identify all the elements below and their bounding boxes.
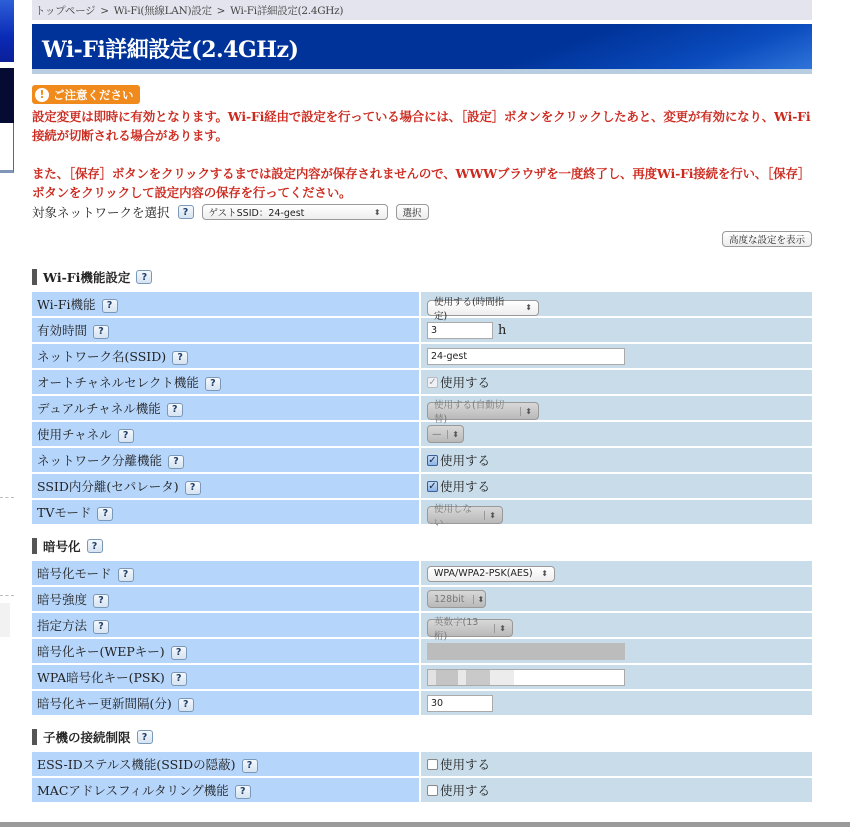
table-row [32, 752, 812, 778]
checkbox-checked-icon: ✓ [428, 480, 437, 492]
table-row [32, 448, 812, 474]
breadcrumb-separator: > [100, 5, 109, 17]
table-row [32, 474, 812, 500]
channel-select[interactable]: — ⬍ [427, 425, 464, 443]
sidebar-header-fragment [0, 0, 14, 62]
select-arrows-icon: ⬍ [484, 511, 496, 520]
rekey-interval-input[interactable]: 30 [427, 695, 493, 712]
network-select[interactable] [202, 204, 388, 220]
help-icon[interactable]: ? [235, 785, 251, 799]
table-row [32, 370, 812, 396]
table-row [32, 561, 812, 587]
encryption-strength-select[interactable]: 128bit ⬍ [427, 590, 486, 608]
row-label: 有効時間 ? [32, 318, 421, 344]
row-label: MACアドレスフィルタリング機能 ? [32, 778, 421, 804]
row-label: ネットワーク名(SSID) ? [32, 344, 421, 370]
table-row [32, 318, 812, 344]
sidebar-divider [0, 595, 14, 596]
checkbox-checked-icon: ✓ [428, 376, 437, 388]
breadcrumb-current: Wi-Fi詳細設定(2.4GHz) [230, 5, 344, 17]
dual-channel-select[interactable]: 使用する(自動切替) ⬍ [427, 402, 539, 420]
row-label: オートチャネルセレクト機能 ? [32, 370, 421, 396]
help-icon[interactable]: ? [102, 299, 118, 313]
help-icon[interactable]: ? [185, 481, 201, 495]
sidebar-item-fragment [0, 603, 10, 637]
ssid-separator-checkbox[interactable]: ✓ 使用する [428, 479, 491, 495]
notice-paragraph: また、［保存］ボタンをクリックするまでは設定内容が保存されませんので、WWWブラウザを一度終了し、再度Wi-Fi接続を行い、［保存］ボタンをクリックして設定内容の保存を行ってください。 [32, 166, 811, 200]
stealth-checkbox[interactable]: 使用する [427, 755, 490, 773]
help-icon[interactable]: ? [171, 672, 187, 686]
tv-mode-select[interactable]: 使用しない ⬍ [427, 506, 503, 524]
row-label: ネットワーク分離機能 ? [32, 448, 421, 474]
checkbox-checked-icon: ✓ [428, 454, 437, 466]
row-label: デュアルチャネル機能 ? [32, 396, 421, 422]
network-select-value: ゲストSSID：24-gest [208, 208, 305, 219]
row-label: 暗号化キー(WEPキー) ? [32, 639, 421, 665]
encryption-mode-select[interactable]: WPA/WPA2-PSK(AES) ⬍ [427, 566, 555, 582]
sidebar-dark-fragment [0, 68, 14, 123]
valid-time-input[interactable]: 3 [427, 322, 493, 339]
section-heading-encryption [32, 538, 812, 554]
section-title: 暗号化 [43, 539, 81, 554]
help-icon[interactable]: ? [167, 403, 183, 417]
select-arrows-icon: ⬍ [447, 430, 459, 439]
breadcrumb-link-top[interactable]: トップページ [35, 5, 96, 17]
table-row [32, 292, 812, 318]
wifi-settings-table [32, 292, 812, 529]
show-advanced-settings-button[interactable]: 高度な設定を表示 [722, 231, 812, 247]
select-arrows-icon: ⬍ [525, 303, 532, 312]
help-icon[interactable]: ? [87, 539, 103, 553]
notice-text [32, 107, 812, 202]
select-arrows-icon: ⬍ [520, 407, 532, 416]
select-arrows-icon: ⬍ [541, 569, 548, 579]
select-network-button[interactable]: 選択 [396, 204, 429, 220]
advanced-row [32, 231, 812, 247]
table-row [32, 639, 812, 665]
unit-label: h [498, 322, 507, 338]
network-separation-checkbox[interactable]: ✓ 使用する [428, 453, 491, 469]
table-row [32, 500, 812, 526]
auto-channel-checkbox[interactable]: ✓ 使用する [428, 375, 491, 391]
select-arrows-icon: ⬍ [473, 595, 485, 604]
help-icon[interactable]: ? [93, 325, 109, 339]
help-icon[interactable]: ? [93, 594, 109, 608]
help-icon[interactable]: ? [178, 698, 194, 712]
page-title-bar [32, 24, 812, 74]
row-label: 指定方法 ? [32, 613, 421, 639]
help-icon[interactable]: ? [242, 759, 258, 773]
breadcrumb-separator: > [216, 5, 226, 17]
network-select-row [32, 202, 812, 222]
row-label: SSID内分離(セパレータ) ? [32, 474, 421, 500]
row-label: ESS-IDステルス機能(SSIDの隠蔽) ? [32, 752, 421, 778]
warning-icon: ! [35, 88, 49, 102]
notice-badge [32, 85, 140, 104]
main-content [32, 0, 812, 804]
blurred-value [428, 670, 514, 685]
ssid-input[interactable]: 24-gest [427, 348, 625, 365]
help-icon[interactable]: ? [136, 270, 152, 284]
section-title: Wi-Fi機能設定 [43, 270, 131, 285]
help-icon[interactable]: ? [93, 620, 109, 634]
row-label: 暗号化キー更新間隔(分) ? [32, 691, 421, 717]
select-arrows-icon: ⬍ [494, 624, 506, 633]
wep-key-input[interactable] [427, 643, 625, 660]
notice-badge-label: ご注意ください [53, 87, 134, 102]
row-label: TVモード ? [32, 500, 421, 526]
checkbox-unchecked-icon [427, 759, 438, 770]
help-icon[interactable]: ? [168, 455, 184, 469]
network-select-label: 対象ネットワークを選択 [32, 205, 170, 220]
key-method-select[interactable]: 英数字(13桁) ⬍ [427, 619, 513, 637]
row-label: 暗号強度 ? [32, 587, 421, 613]
row-label: Wi-Fi機能 ? [32, 292, 421, 318]
row-label: 使用チャネル ? [32, 422, 421, 448]
table-row [32, 778, 812, 804]
help-icon[interactable]: ? [205, 377, 221, 391]
wifi-function-select[interactable]: 使用する(時間指定) ⬍ [427, 300, 539, 316]
row-label: 暗号化モード ? [32, 561, 421, 587]
row-label: WPA暗号化キー(PSK) ? [32, 665, 421, 691]
psk-input[interactable] [427, 669, 625, 686]
select-arrows-icon: ⬍ [373, 207, 381, 217]
window-bottom-edge [0, 822, 850, 827]
breadcrumb-link-wifi[interactable]: Wi-Fi(無線LAN)設定 [113, 5, 212, 17]
help-icon[interactable]: ? [178, 205, 194, 219]
section-heading-wifi [32, 269, 812, 285]
section-heading-client-restriction [32, 729, 812, 745]
checkbox-unchecked-icon [427, 785, 438, 796]
help-icon[interactable]: ? [118, 429, 134, 443]
help-icon[interactable]: ? [137, 730, 153, 744]
help-icon[interactable]: ? [97, 507, 113, 521]
encryption-settings-table [32, 561, 812, 717]
notice-paragraph: 設定変更は即時に有効となります。Wi-Fi経由で設定を行っている場合には、［設定］ボタンをクリックしたあと、変更が有効になり、Wi-Fi接続が切断される場合があります。 [32, 109, 811, 143]
table-row [32, 396, 812, 422]
help-icon[interactable]: ? [118, 568, 134, 582]
section-title: 子機の接続制限 [43, 730, 131, 745]
help-icon[interactable]: ? [172, 351, 188, 365]
breadcrumb [32, 0, 812, 20]
page-title: Wi-Fi詳細設定(2.4GHz) [42, 37, 299, 63]
sidebar-divider [0, 497, 14, 498]
table-row [32, 422, 812, 448]
sidebar-panel-fragment [0, 123, 14, 173]
table-row [32, 344, 812, 370]
table-row [32, 691, 812, 717]
table-row [32, 665, 812, 691]
mac-filter-checkbox[interactable]: 使用する [427, 781, 490, 799]
table-row [32, 587, 812, 613]
client-restriction-table [32, 752, 812, 804]
table-row [32, 613, 812, 639]
help-icon[interactable]: ? [171, 646, 187, 660]
